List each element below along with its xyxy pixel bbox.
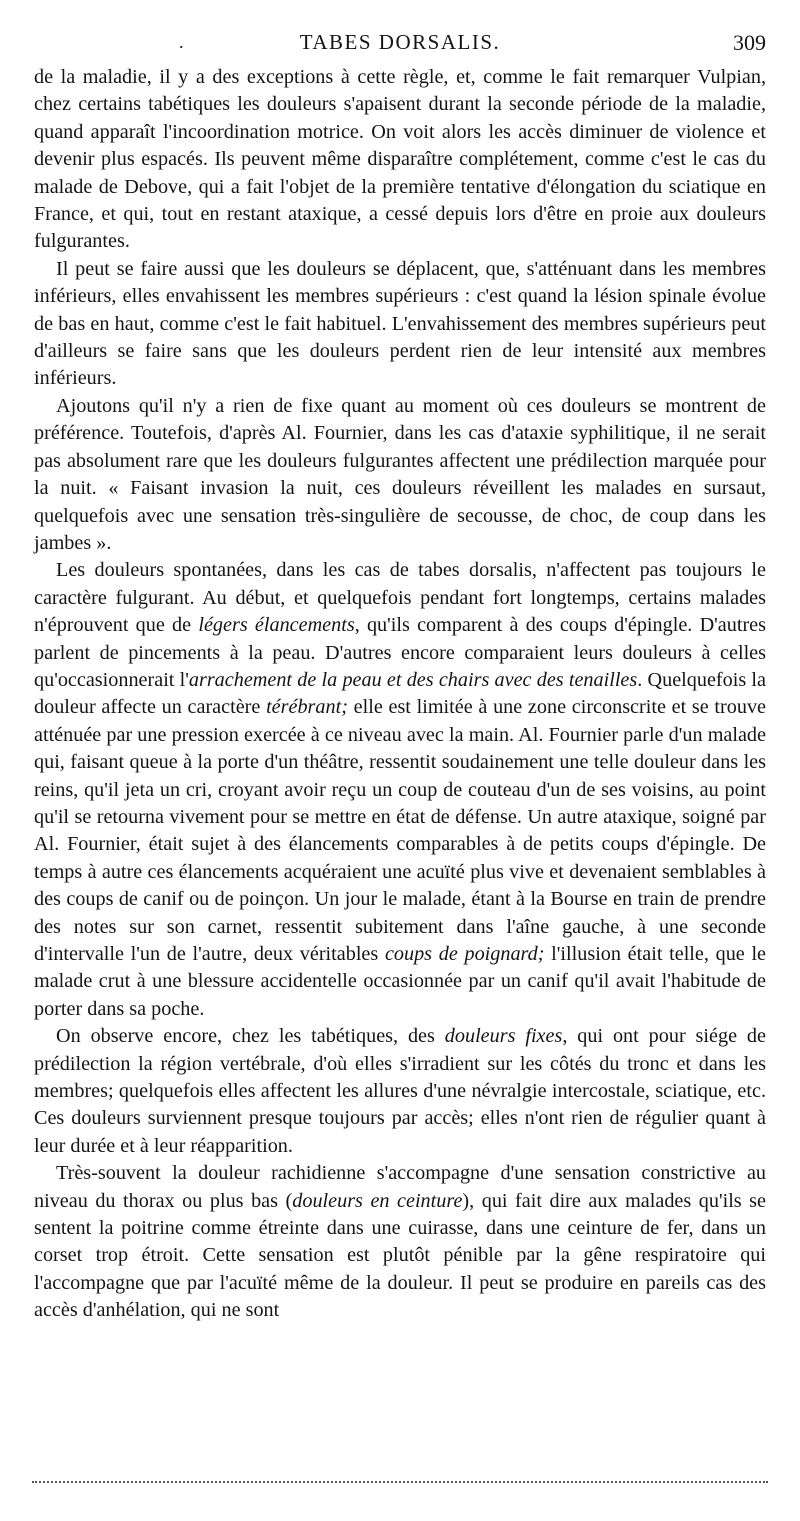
text-run: . Quelquefois la douleur affecte un caractère: [34, 668, 766, 719]
italic-run: douleurs fixes: [444, 1025, 563, 1048]
text-run: Ajoutons qu'il n'y a rien de fixe quant au moment où ces douleurs se montrent de préférence. Toutefois, d'après Al. Fournier, dans les cas d'ataxie syphilitique, il ne serait pas absolument rare que les douleurs fulgurantes affectent une prédilection marquée pour la nuit. « Faisant invasion la nuit, ces douleurs réveillent les malades en sursaut, quelquefois avec une sensation très-singulière de secousse, de choc, de coup dans les jambes ».: [34, 394, 766, 554]
text-run: elle est limitée à une zone circonscrite et se trouve atténuée par une pression exercée à ce niveau avec la main. Al. Fournier parle d'un malade qui, faisant queue à la porte d'un théâtre, ressentit soudainement une telle douleur dans les reins, qu'il jeta un cri, croyant avoir reçu un coup de couteau d'un de ses voisins, au point qu'il se retourna vivement pour se mettre en état de défense. Un autre ataxique, soigné par Al. Fournier, était sujet à des élancements comparables à de petits coups d'épingle. De temps à autre ces élancements acquéraient une acuïté plus vive et devenaient semblables à des coups de canif ou de poinçon. Un jour le malade, étant à la Bourse en train de prendre des notes sur son carnet, ressentit subitement dans l'aîne gauche, à une seconde d'intervalle l'un de l'autre, deux véritables: [34, 696, 767, 965]
text-run: Il peut se faire aussi que les douleurs se déplacent, que, s'atténuant dans les membres inférieurs, elles envahissent les membres supérieurs : c'est quand la lésion spinale évolue de bas en haut, comme c'est le fait habituel. L'envahissement des membres supérieurs peut d'ailleurs se faire sans que les douleurs perdent rien de leur intensité aux membres inférieurs.: [34, 257, 766, 390]
text-run: , qu'ils comparent à des coups d'épingle. D'autres parlent de pincements à la peau. D'autres encore comparaient leurs douleurs à celles qu'occasionnerait l': [34, 614, 766, 691]
footer-dotted-rule: [32, 1481, 768, 1483]
running-title: TABES DORSALIS.: [299, 30, 501, 54]
page-number: 309: [733, 30, 766, 55]
italic-run: coups de poignard;: [384, 943, 545, 965]
text-run: l'illusion était telle, que le malade crut à une blessure accidentelle occasionnée par un canif qu'il avait l'habitude de porter dans sa poche.: [34, 943, 767, 1020]
text-run: de la maladie, il y a des exceptions à cette règle, et, comme le fait remarquer Vulpian, chez certains tabétiques les douleurs s'apaisent durant la seconde période de la maladie, quand apparaît l'incoordination motrice. On voit alors les accès diminuer de violence et devenir plus espacés. Ils peuvent même disparaître complétement, comme c'est le cas du malade de Debove, qui a fait l'objet de la première tentative d'élongation du sciatique en France, et qui, tout en restant ataxique, a cessé depuis lors d'être en proie aux douleurs fulgurantes.: [34, 66, 766, 253]
italic-run: arrachement de la peau et des chairs avec des tenailles: [188, 668, 638, 691]
paragraph: [34, 64, 766, 256]
running-head: [0, 30, 800, 58]
text-run: Les douleurs spontanées, dans les cas de tabes dorsalis, n'affectent pas toujours le caractère fulgurant. Au début, et quelquefois pendant fort longtemps, certains malades n'éprouvent que de: [34, 559, 766, 637]
italic-run: térébrant;: [266, 696, 348, 719]
text-run: ), qui fait dire aux malades qu'ils se sentent la poitrine comme étreinte dans une cuirasse, dans une ceinture de fer, dans un corset trop étroit. Cette sensation est plutôt pénible par la gêne respiratoire qui l'accompagne que par l'acuïté même de la douleur. Il peut se produire en pareils cas des accès d'anhélation, qui ne sont: [34, 1189, 767, 1322]
paragraph: [34, 557, 766, 1023]
header-dot: .: [179, 32, 184, 52]
italic-run: douleurs en ceinture: [292, 1189, 463, 1212]
italic-run: légers élancements: [198, 614, 355, 637]
paragraph: [34, 1160, 766, 1324]
text-run: On observe encore, chez les tabétiques, des: [56, 1025, 445, 1048]
text-run: , qui ont pour siége de prédilection la région vertébrale, d'où elles s'irradient sur les côtés du tronc et dans les membres; quelquefois elles affectent les allures d'une névralgie intercostale, sciatique, etc. Ces douleurs surviennent presque toujours par accès; elles n'ont rien de régulier quant à leur durée et à leur réapparition.: [34, 1025, 766, 1157]
paragraph: [34, 256, 766, 393]
body-text: [34, 64, 766, 1325]
text-run: Très-souvent la douleur rachidienne s'accompagne d'une sensation constrictive au niveau du thorax ou plus bas (: [34, 1162, 766, 1212]
paragraph: [34, 1023, 766, 1160]
paragraph: [34, 393, 766, 557]
